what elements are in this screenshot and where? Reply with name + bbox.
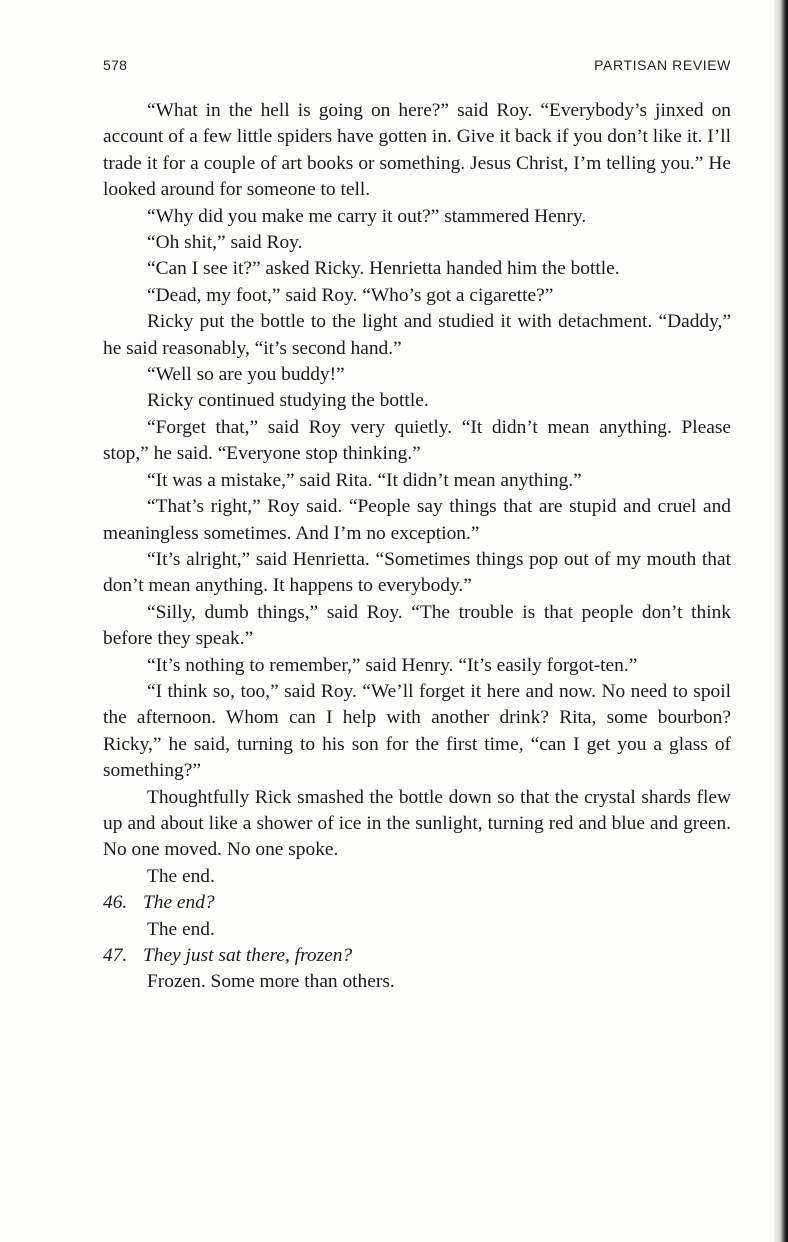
paragraph: Ricky continued studying the bottle. xyxy=(147,390,429,412)
question-number: 47. xyxy=(103,945,128,966)
paragraph: “That’s right,” Roy said. “People say things that are stupid and cruel and meaningless sometimes. And I’m no exception.” xyxy=(103,496,731,544)
paragraph: “Silly, dumb things,” said Roy. “The trouble is that people don’t think before they speak.” xyxy=(103,601,731,650)
paragraph: “What in the hell is going on here?” said Roy. “Everybody’s jinxed on account of a few little spiders have gotten in. Give it back if you don’t like it. I’ll trade it for a couple of art books or something. Jesus Christ, I’m telling you.” He looked around for someone to tell. xyxy=(103,100,731,201)
paragraph: “Can I see it?” asked Ricky. Henrietta handed him the bottle. xyxy=(147,258,620,280)
answer-text: The end. xyxy=(147,918,215,940)
paragraph: “It was a mistake,” said Rita. “It didn’t mean anything.” xyxy=(147,469,582,491)
journal-title: PARTISAN REVIEW xyxy=(594,57,731,73)
paragraph: The end. xyxy=(147,865,215,887)
paragraph: “Well so are you buddy!” xyxy=(147,364,345,386)
question-text: They just sat there, frozen? xyxy=(143,945,353,966)
paragraph: “It’s nothing to remember,” said Henry. “It’s easily forgot-ten.” xyxy=(147,654,638,676)
paragraph: “I think so, too,” said Roy. “We’ll forget it here and now. No need to spoil the afternoon. Whom can I help with another drink? Rita, some bourbon? Ricky,” he said, turning to his son for the first time, “can I get you a glass of something?” xyxy=(103,680,731,782)
paragraph: Ricky put the bottle to the light and studied it with detachment. “Daddy,” he said reasonably, “it’s second hand.” xyxy=(103,311,731,359)
paragraph: “Oh shit,” said Roy. xyxy=(147,232,303,254)
running-head xyxy=(103,57,731,79)
interview-question xyxy=(103,890,731,916)
paragraph: “It’s alright,” said Henrietta. “Sometimes things pop out of my mouth that don’t mean anything. It happens to everybody.” xyxy=(103,548,731,597)
interview-question xyxy=(103,943,731,969)
paragraph: “Why did you make me carry it out?” stammered Henry. xyxy=(147,205,587,227)
answer-text: Frozen. Some more than others. xyxy=(147,971,395,993)
question-number: 46. xyxy=(103,892,128,914)
paragraph: “Forget that,” said Roy very quietly. “It didn’t mean anything. Please stop,” he said. “Everyone stop thinking.” xyxy=(103,416,731,465)
paragraph: Thoughtfully Rick smashed the bottle down so that the crystal shards flew up and about like a shower of ice in the sunlight, turning red and blue and green. No one moved. No one spoke. xyxy=(103,786,731,861)
page-number: 578 xyxy=(103,57,128,73)
body-text xyxy=(103,98,731,996)
question-text: The end? xyxy=(143,892,215,914)
paragraph: “Dead, my foot,” said Roy. “Who’s got a cigarette?” xyxy=(147,284,554,306)
page-edge-shadow xyxy=(774,0,788,1242)
